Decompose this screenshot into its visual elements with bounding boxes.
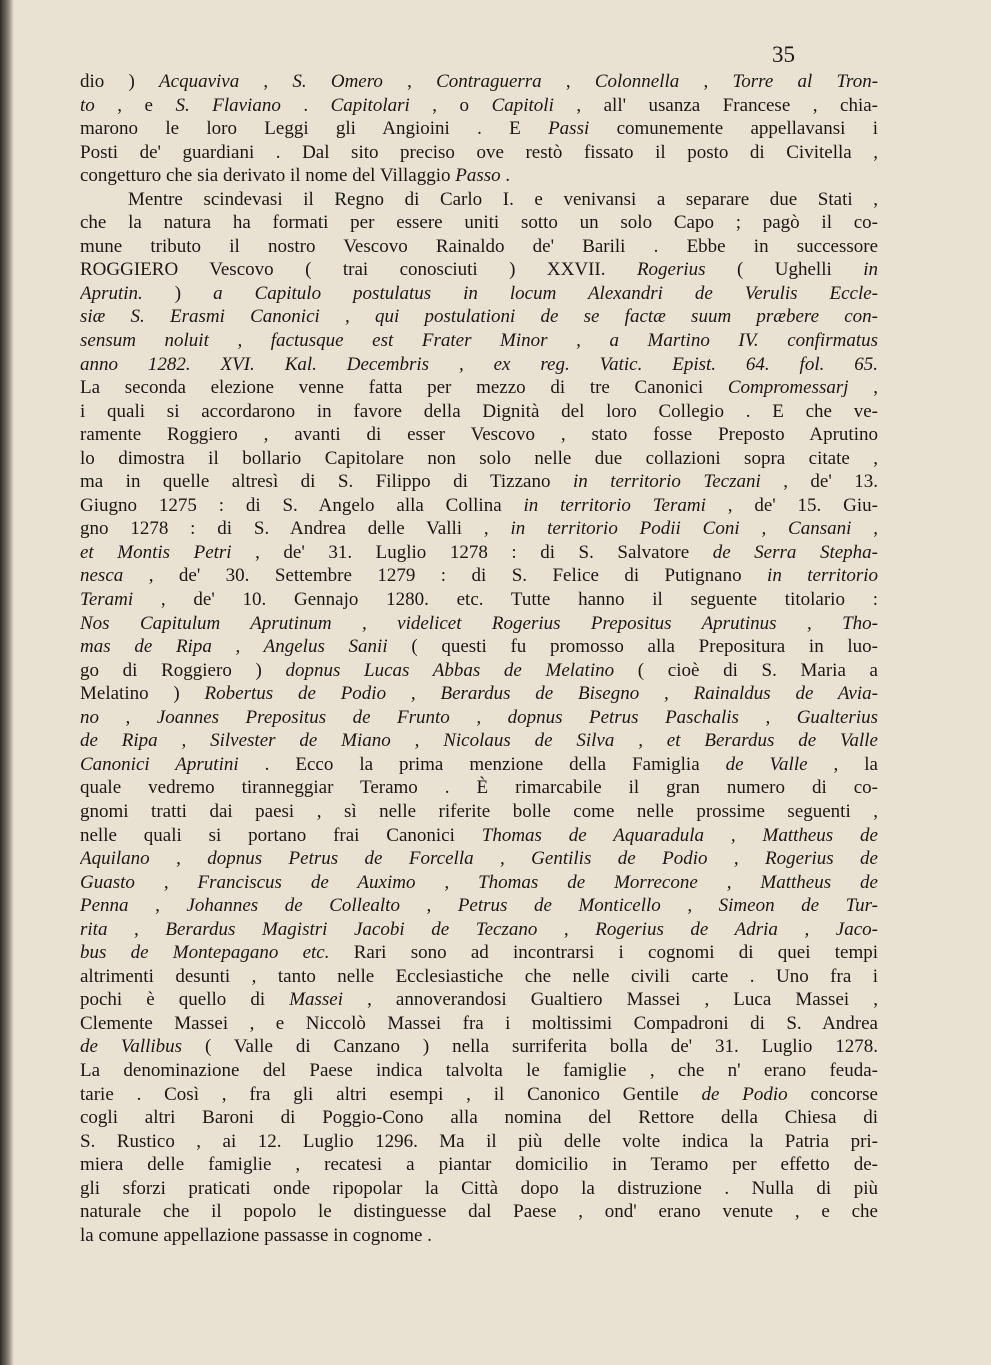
text-line	[80, 918, 878, 942]
text-segment: cogli altri Baroni di Poggio-Cono alla nomina del Rettore della Chiesa di	[80, 1107, 878, 1129]
italic-segment: Torre al Tron-	[732, 71, 878, 92]
text-line	[80, 1224, 878, 1248]
italic-segment: Passi	[548, 118, 590, 140]
text-line	[80, 847, 878, 871]
text-segment: dio )	[80, 71, 160, 92]
italic-segment: Robertus de Podio , Berardus de Bisegno , Rainaldus de Avia-	[204, 683, 878, 705]
italic-segment: de Podio	[701, 1083, 788, 1105]
text-line	[80, 470, 878, 494]
text-segment: )	[142, 282, 214, 304]
text-segment: ,	[848, 377, 878, 399]
text-segment: .	[500, 165, 511, 187]
text-segment: congetturo che sia derivato il nome del Villaggio	[80, 165, 456, 187]
text-line	[80, 729, 878, 753]
italic-segment: Capitolari	[330, 94, 410, 116]
text-segment: i quali si accordarono in favore della Dignità del loro Collegio . E che ve-	[80, 400, 878, 422]
italic-segment: S. Omero	[292, 71, 383, 92]
text-line	[80, 1059, 878, 1083]
text-line	[80, 211, 878, 235]
italic-segment: de Valle	[725, 753, 808, 775]
text-segment: ( Ughelli	[705, 259, 864, 281]
text-line	[80, 1083, 878, 1107]
italic-segment: S. Flaviano	[175, 94, 281, 116]
text-line	[80, 941, 878, 965]
text-segment: go di Roggiero )	[80, 659, 286, 681]
text-line	[80, 1012, 878, 1036]
italic-segment: Thomas de Aquaradula , Mattheus de	[481, 824, 878, 846]
text-line	[80, 117, 878, 141]
text-line	[80, 1200, 878, 1224]
text-line	[80, 235, 878, 259]
text-line	[80, 871, 878, 895]
text-segment: miera delle famiglie , recatesi a piantar domicilio in Teramo per effetto de-	[80, 1154, 878, 1176]
text-segment: ( Valle di Canzano ) nella surriferita bolla de' 31. Luglio 1278.	[182, 1036, 878, 1058]
text-segment: naturale che il popolo le distinguesse dal Paese , ond' erano venute , e che	[80, 1201, 878, 1223]
text-line	[80, 564, 878, 588]
text-line	[80, 706, 878, 730]
text-segment: gno 1278 : di S. Andrea delle Valli ,	[80, 518, 511, 540]
italic-segment: de Ripa , Silvester de Miano , Nicolaus de Silva , et Berardus de Valle	[80, 730, 878, 752]
text-line	[80, 282, 878, 306]
text-segment: comunemente appellavansi i	[589, 118, 878, 140]
text-line	[80, 141, 878, 165]
italic-segment: siæ S. Erasmi Canonici , qui postulationi de se factæ suum præbere con-	[80, 306, 878, 328]
text-segment: , de' 10. Gennajo 1280. etc. Tutte hanno il seguente titolario :	[133, 589, 878, 611]
text-line	[80, 188, 878, 212]
text-segment: altrimenti desunti , tanto nelle Ecclesiastiche che nelle civili carte . Uno fra i	[80, 965, 878, 987]
text-line	[80, 588, 878, 612]
italic-segment: to	[80, 94, 95, 116]
italic-segment: Contraguerra	[436, 71, 542, 92]
text-line	[80, 682, 878, 706]
text-segment: concorse	[787, 1083, 878, 1105]
text-line	[80, 1153, 878, 1177]
text-segment: Rari sono ad incontrarsi i cognomi di quei tempi	[329, 942, 878, 964]
text-segment: ( questi fu promosso alla Prepositura in luo-	[387, 636, 878, 658]
page-number: 35	[772, 42, 795, 67]
text-line	[80, 659, 878, 683]
text-line	[80, 988, 878, 1012]
text-line	[80, 447, 878, 471]
text-segment: .	[280, 94, 331, 116]
italic-segment: no , Joannes Prepositus de Frunto , dopnus Petrus Paschalis , Gualterius	[80, 706, 878, 728]
text-segment: gnomi tratti dai paesi , sì nelle riferite bolle come nelle prossime seguenti ,	[80, 800, 878, 822]
text-segment: , de' 13.	[760, 471, 878, 493]
text-segment: Clemente Massei , e Niccolò Massei fra i moltissimi Compadroni di S. Andrea	[80, 1012, 878, 1034]
italic-segment: Canonici Aprutini	[80, 753, 239, 775]
text-line	[80, 376, 878, 400]
text-segment: , o	[409, 94, 492, 116]
italic-segment: Passo	[455, 165, 501, 187]
text-line	[80, 800, 878, 824]
italic-segment: in	[863, 259, 878, 281]
text-line	[80, 635, 878, 659]
text-segment: ,	[382, 71, 437, 92]
italic-segment: Terami	[80, 589, 134, 611]
italic-segment: de Serra Stepha-	[712, 541, 878, 563]
italic-segment: Compromessarj	[727, 377, 849, 399]
text-line	[80, 305, 878, 329]
text-segment: ROGGIERO Vescovo ( trai conosciuti ) XXVII.	[80, 259, 637, 281]
italic-segment: et Montis Petri	[80, 541, 232, 563]
text-line	[80, 824, 878, 848]
text-segment: , de' 31. Luglio 1278 : di S. Salvatore	[231, 541, 713, 563]
italic-segment: bus de Montepagano etc.	[80, 942, 330, 964]
text-segment: ma in quelle altresì di S. Filippo di Tizzano	[80, 471, 573, 493]
italic-segment: in territorio Podii Coni , Cansani	[510, 518, 852, 540]
text-segment: che la natura ha formati per essere uniti sotto un solo Capo ; pagò il co-	[80, 212, 878, 234]
text-segment: quale vedremo tiranneggiar Teramo . È rimarcabile il gran numero di co-	[80, 777, 878, 799]
text-segment: gli sforzi praticati onde ripopolar la Città dopo la distruzione . Nulla di più	[80, 1177, 878, 1199]
text-line	[80, 70, 878, 94]
text-line	[80, 94, 878, 118]
text-segment: Giugno 1275 : di S. Angelo alla Collina	[80, 494, 524, 516]
text-line	[80, 1130, 878, 1154]
text-line	[80, 164, 878, 188]
text-line	[80, 400, 878, 424]
text-segment: marono le loro Leggi gli Angioini . E	[80, 118, 549, 140]
italic-segment: Rogerius	[636, 259, 706, 281]
text-segment: , annoverandosi Gualtiero Massei , Luca Massei ,	[343, 989, 878, 1011]
text-line	[80, 776, 878, 800]
italic-segment: sensum noluit , factusque est Frater Minor , a Martino IV. confirmatus	[80, 330, 878, 352]
text-segment: lo dimostra il bollario Capitolare non solo nelle due collazioni sopra citate ,	[80, 447, 878, 469]
text-segment: mune tributo il nostro Vescovo Rainaldo de' Barili . Ebbe in successore	[80, 235, 878, 257]
text-segment: la comune appellazione passasse in cognome .	[80, 1224, 432, 1246]
italic-segment: Nos Capitulum Aprutinum , videlicet Rogerius Prepositus Aprutinus , Tho-	[80, 612, 878, 634]
italic-segment: Guasto , Franciscus de Auximo , Thomas de Morrecone , Mattheus de	[80, 871, 878, 893]
text-line	[80, 1177, 878, 1201]
text-line	[80, 494, 878, 518]
text-segment: , de' 15. Giu-	[705, 494, 878, 516]
text-line	[80, 541, 878, 565]
text-line	[80, 965, 878, 989]
italic-segment: Acquaviva	[159, 71, 240, 92]
text-segment: La seconda elezione venne fatta per mezzo di tre Canonici	[80, 377, 728, 399]
text-line	[80, 423, 878, 447]
text-segment: S. Rustico , ai 12. Luglio 1296. Ma il più delle volte indica la Patria pri-	[80, 1130, 878, 1152]
italic-segment: Massei	[289, 989, 344, 1011]
italic-segment: de Vallibus	[80, 1036, 183, 1058]
italic-segment: a Capitulo postulatus in locum Alexandri de Verulis Eccle-	[213, 282, 878, 304]
text-line	[80, 329, 878, 353]
italic-segment: Aquilano , dopnus Petrus de Forcella , Gentilis de Podio , Rogerius de	[80, 848, 878, 870]
text-segment: ramente Roggiero , avanti di esser Vescovo , stato fosse Preposto Aprutino	[80, 424, 878, 446]
text-segment: , la	[807, 753, 878, 775]
text-segment: tarie . Così , fra gli altri esempi , il Canonico Gentile	[80, 1083, 702, 1105]
italic-segment: Colonnella	[594, 71, 680, 92]
text-segment: ( cioè di S. Maria a	[614, 659, 878, 681]
text-line	[80, 353, 878, 377]
text-segment: pochi è quello di	[80, 989, 290, 1011]
italic-segment: in territorio	[767, 565, 878, 587]
italic-segment: rita , Berardus Magistri Jacobi de Teczano , Rogerius de Adria , Jaco-	[80, 918, 878, 940]
italic-segment: Capitoli	[491, 94, 554, 116]
body-text	[80, 70, 878, 1247]
text-segment: , e	[94, 94, 176, 116]
text-segment: Melatino )	[80, 683, 205, 705]
text-line	[80, 753, 878, 777]
text-line	[80, 517, 878, 541]
text-line	[80, 1106, 878, 1130]
text-line	[80, 612, 878, 636]
text-segment: ,	[851, 518, 878, 540]
text-segment: ,	[239, 71, 293, 92]
italic-segment: Penna , Johannes de Collealto , Petrus de Monticello , Simeon de Tur-	[80, 895, 878, 917]
text-segment: ,	[679, 71, 733, 92]
italic-segment: mas de Ripa , Angelus Sanii	[80, 636, 388, 658]
text-segment: Mentre scindevasi il Regno di Carlo I. e venivansi a separare due Stati ,	[128, 188, 878, 210]
text-line	[80, 894, 878, 918]
italic-segment: nesca	[80, 565, 124, 587]
text-line	[80, 258, 878, 282]
italic-segment: dopnus Lucas Abbas de Melatino	[285, 659, 615, 681]
text-segment: nelle quali si portano frai Canonici	[80, 824, 482, 846]
text-segment: , de' 30. Settembre 1279 : di S. Felice di Putignano	[123, 565, 768, 587]
italic-segment: anno 1282. XVI. Kal. Decembris , ex reg. Vatic. Epist. 64. fol. 65.	[80, 353, 878, 375]
italic-segment: Aprutin.	[80, 282, 143, 304]
text-segment: ,	[541, 71, 595, 92]
italic-segment: in territorio Terami	[523, 494, 706, 516]
italic-segment: in territorio Teczani	[572, 471, 761, 493]
text-line	[80, 1035, 878, 1059]
text-segment: , all' usanza Francese , chia-	[553, 94, 878, 116]
text-segment: La denominazione del Paese indica talvolta le famiglie , che n' erano feuda-	[80, 1059, 878, 1081]
text-segment: Posti de' guardiani . Dal sito preciso ove restò fissato il posto di Civitella ,	[80, 141, 878, 163]
text-segment: . Ecco la prima menzione della Famiglia	[238, 753, 726, 775]
